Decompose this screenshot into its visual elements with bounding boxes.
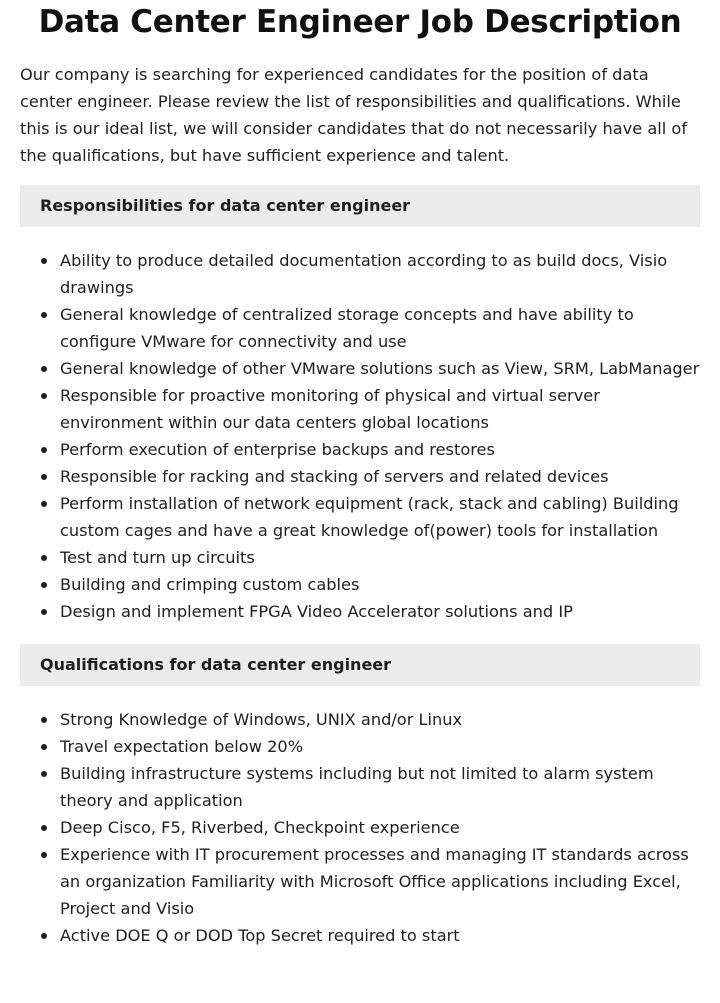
list-item: Building and crimping custom cables [20,571,700,598]
list-item: General knowledge of other VMware solutions such as View, SRM, LabManager [20,355,700,382]
list-item: Ability to produce detailed documentation according to as build docs, Visio drawings [20,247,700,301]
list-item: General knowledge of centralized storage concepts and have ability to configure VMware for connectivity and use [20,301,700,355]
list-item: Deep Cisco, F5, Riverbed, Checkpoint experience [20,814,700,841]
list-item: Perform installation of network equipment (rack, stack and cabling) Building custom cages and have a great knowledge of(power) tools for installation [20,490,700,544]
list-item: Building infrastructure systems including but not limited to alarm system theory and application [20,760,700,814]
list-item: Experience with IT procurement processes and managing IT standards across an organization Familiarity with Microsoft Office applications including Excel, Project and Visio [20,841,700,922]
list-item: Responsible for racking and stacking of servers and related devices [20,463,700,490]
responsibilities-heading: Responsibilities for data center engineer [20,185,700,227]
list-item: Perform execution of enterprise backups and restores [20,436,700,463]
responsibilities-list [20,247,700,625]
list-item: Responsible for proactive monitoring of physical and virtual server environment within our data centers global locations [20,382,700,436]
list-item: Test and turn up circuits [20,544,700,571]
intro-paragraph: Our company is searching for experienced candidates for the position of data center engineer. Please review the list of responsibilities and qualifications. While this is our ideal list, we will consider candidates that do not necessarily have all of the qualifications, but have sufficient experience and talent. [20,65,688,165]
qualifications-heading: Qualifications for data center engineer [20,644,700,686]
page-title: Data Center Engineer Job Description [38,4,682,40]
list-item: Strong Knowledge of Windows, UNIX and/or Linux [20,706,700,733]
list-item: Design and implement FPGA Video Accelerator solutions and IP [20,598,700,625]
qualifications-list [20,706,700,949]
list-item: Active DOE Q or DOD Top Secret required to start [20,922,700,949]
list-item: Travel expectation below 20% [20,733,700,760]
